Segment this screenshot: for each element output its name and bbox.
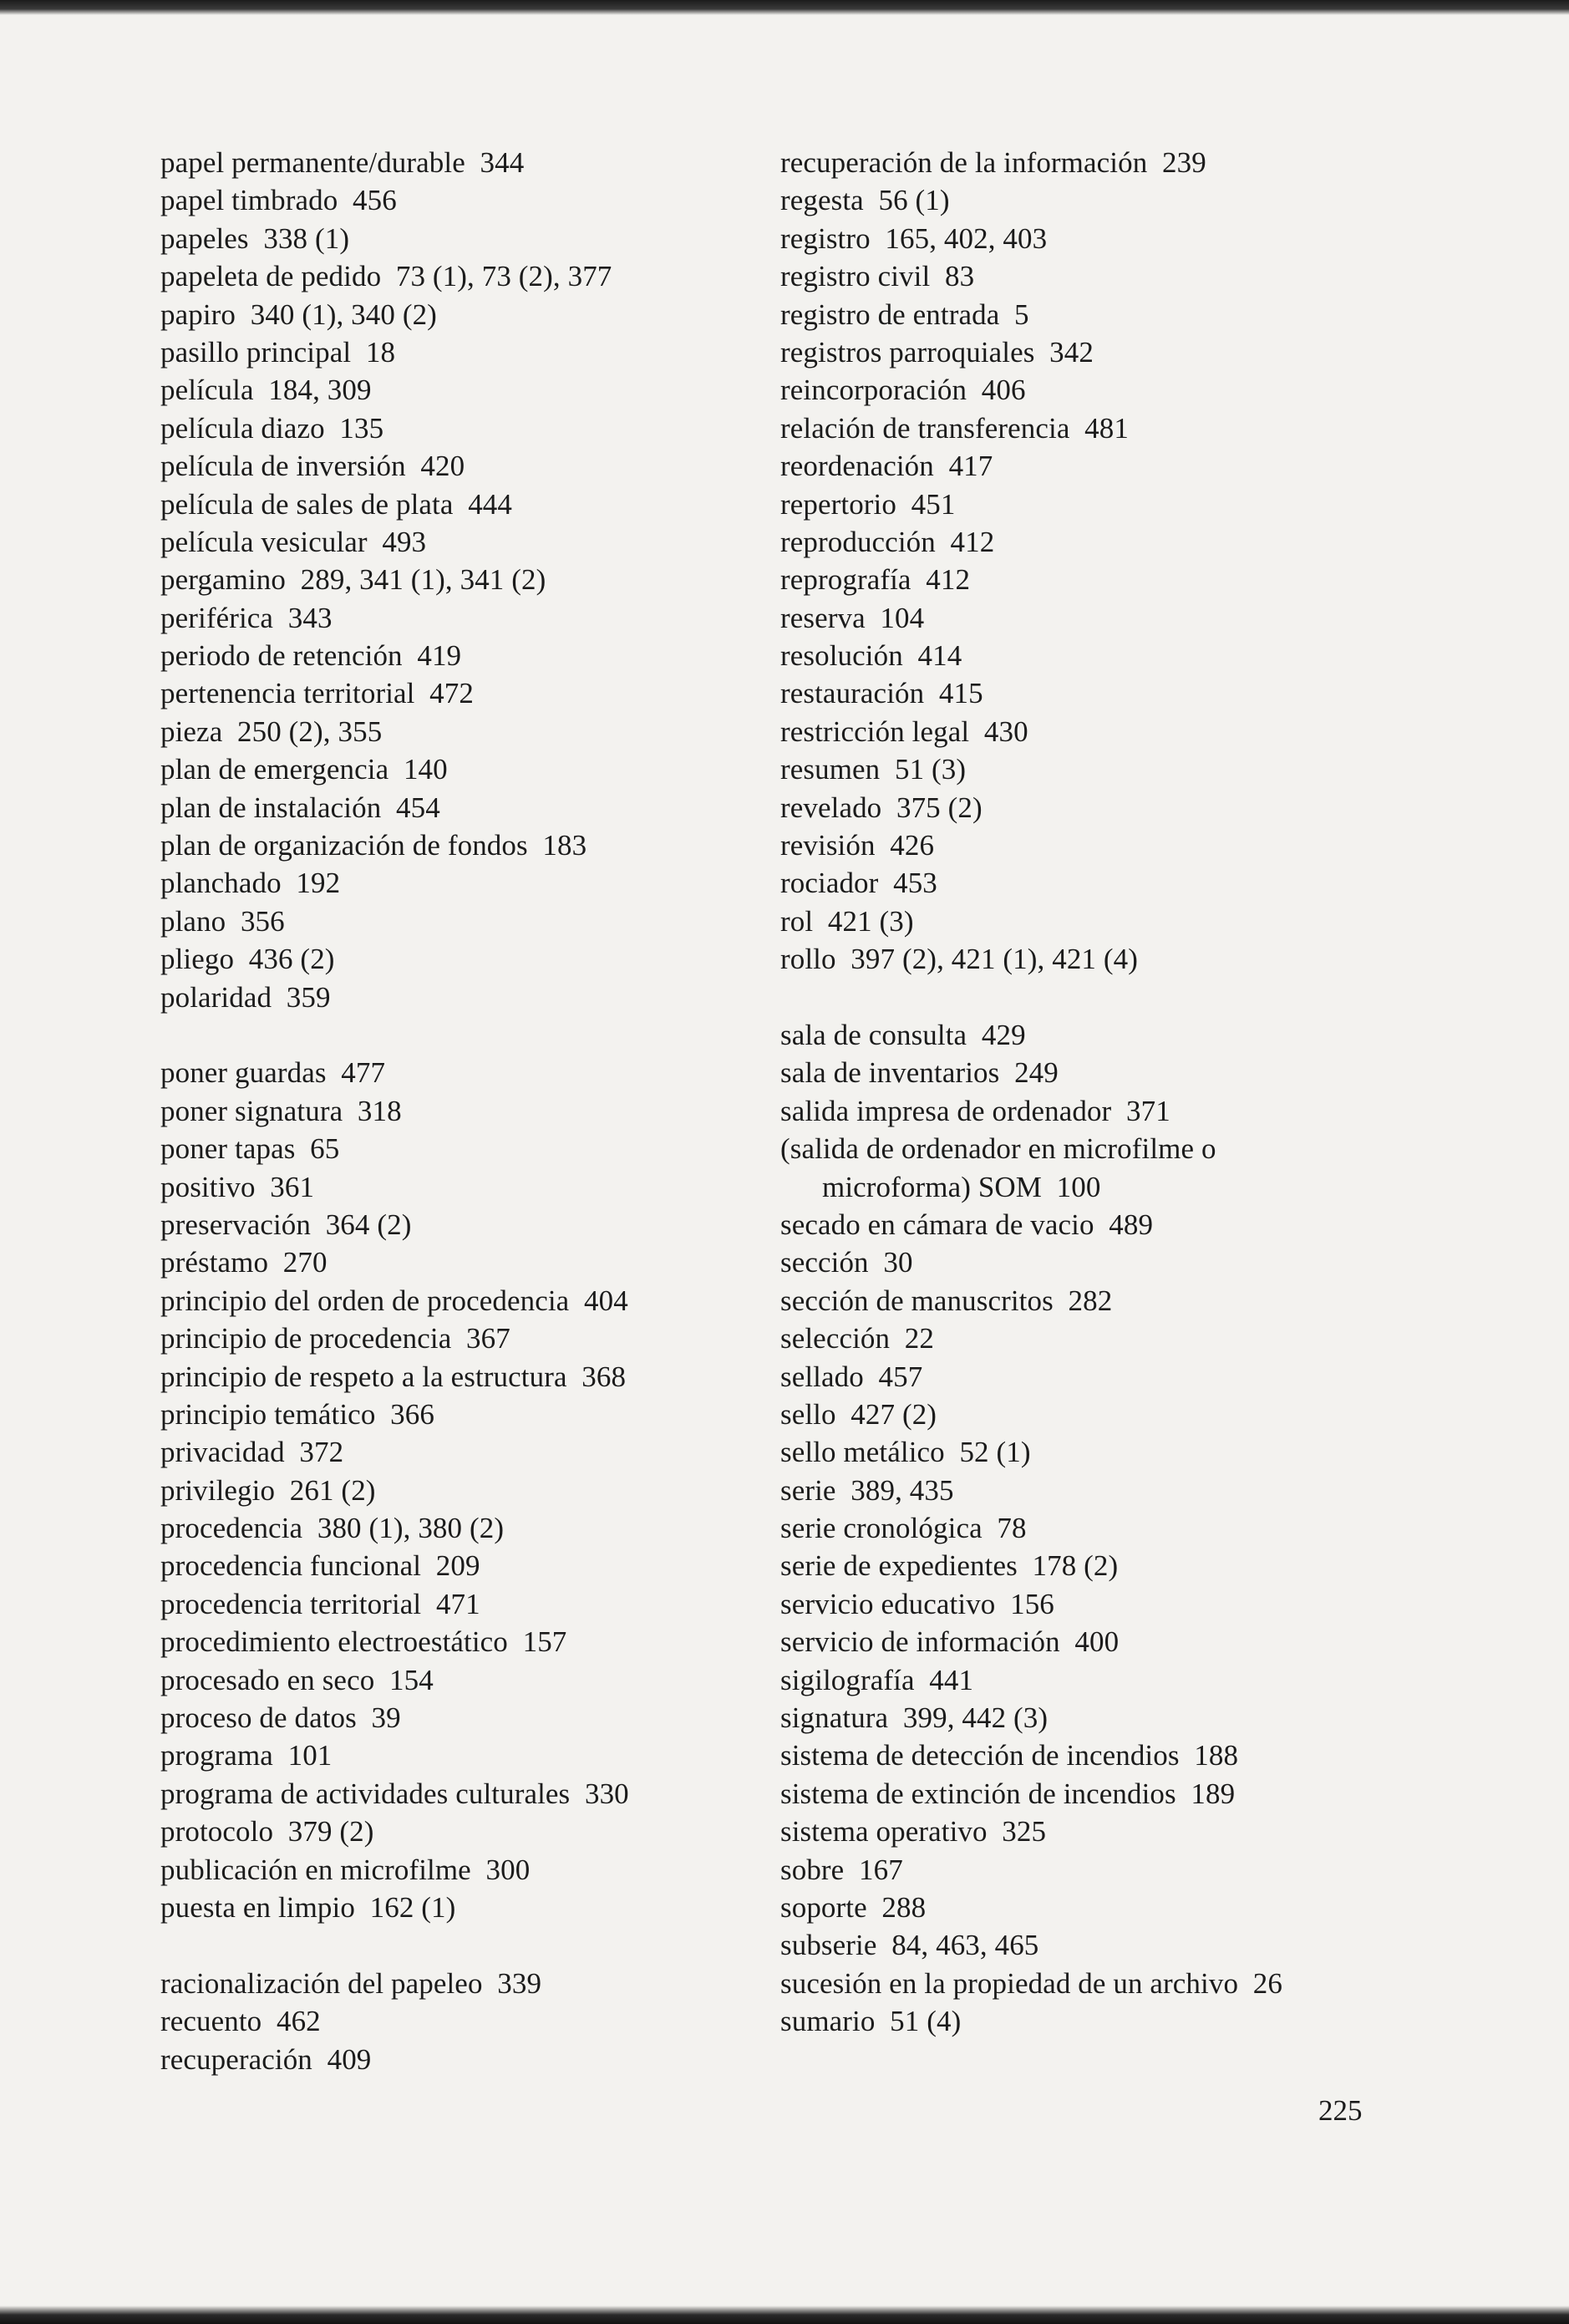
index-entry: procedencia 380 (1), 380 (2) <box>160 1512 505 1545</box>
index-entry: publicación en microfilme 300 <box>160 1853 531 1886</box>
index-entry: privacidad 372 <box>160 1436 344 1469</box>
page-top-shadow <box>0 0 1569 15</box>
index-entry: sala de consulta 429 <box>780 1018 1026 1051</box>
index-entry: selección 22 <box>780 1322 935 1355</box>
index-entry: poner tapas 65 <box>160 1132 340 1166</box>
index-entry: papel timbrado 456 <box>160 184 397 217</box>
index-entry: película de inversión 420 <box>160 450 465 483</box>
index-group-gap <box>160 1926 762 1964</box>
index-entry: plan de organización de fondos 183 <box>160 829 587 862</box>
index-entry: papel permanente/durable 344 <box>160 146 525 179</box>
index-group-gap <box>160 1016 762 1054</box>
index-entry: sucesión en la propiedad de un archivo 26 <box>780 1966 1282 2000</box>
index-entry: salida impresa de ordenador 371 <box>780 1094 1170 1127</box>
index-entry: sello 427 (2) <box>780 1397 937 1431</box>
index-entry: reserva 104 <box>780 601 925 634</box>
index-entry: racionalización del papeleo 339 <box>160 1966 542 2000</box>
index-entry: reincorporación 406 <box>780 374 1026 407</box>
index-entry: privilegio 261 (2) <box>160 1473 376 1507</box>
index-entry: papiro 340 (1), 340 (2) <box>160 297 437 331</box>
index-entry: principio del orden de procedencia 404 <box>160 1284 628 1317</box>
index-entry: resumen 51 (3) <box>780 753 967 786</box>
index-entry: película vesicular 493 <box>160 525 427 558</box>
index-entry: principio de respeto a la estructura 368 <box>160 1360 627 1393</box>
index-entry: rociador 453 <box>780 867 937 900</box>
index-entry: rol 421 (3) <box>780 904 914 938</box>
index-entry: reprografía 412 <box>780 563 971 597</box>
index-entry: registro de entrada 5 <box>780 297 1029 331</box>
index-entry: sumario 51 (4) <box>780 2005 962 2038</box>
index-entry: recuperación de la información 239 <box>780 146 1206 179</box>
index-entry: puesta en limpio 162 (1) <box>160 1890 456 1924</box>
index-entry: relación de transferencia 481 <box>780 411 1129 445</box>
index-entry: procedencia funcional 209 <box>160 1549 480 1583</box>
index-entry: principio de procedencia 367 <box>160 1322 510 1355</box>
index-entry: revisión 426 <box>780 829 935 862</box>
index-entry: sellado 457 <box>780 1360 923 1393</box>
index-entry: revelado 375 (2) <box>780 791 983 824</box>
index-entry: planchado 192 <box>160 867 341 900</box>
index-entry: microforma) SOM 100 <box>822 1170 1101 1203</box>
index-entry: repertorio 451 <box>780 487 956 521</box>
index-entry: polaridad 359 <box>160 980 331 1014</box>
page-number: 225 <box>1318 2094 1363 2127</box>
index-entry: procesado en seco 154 <box>160 1663 434 1696</box>
index-entry: pliego 436 (2) <box>160 943 335 976</box>
index-entry: pasillo principal 18 <box>160 335 396 369</box>
index-entry: sobre 167 <box>780 1853 903 1886</box>
index-entry: procedimiento electroestático 157 <box>160 1625 567 1659</box>
index-column-right <box>780 144 1415 2041</box>
index-entry: principio temático 366 <box>160 1397 434 1431</box>
index-entry: sello metálico 52 (1) <box>780 1436 1031 1469</box>
index-entry: papeleta de pedido 73 (1), 73 (2), 377 <box>160 260 612 293</box>
index-entry: registro 165, 402, 403 <box>780 221 1048 255</box>
index-entry: regesta 56 (1) <box>780 184 950 217</box>
index-entry: papeles 338 (1) <box>160 221 350 255</box>
index-entry: poner guardas 477 <box>160 1056 386 1090</box>
index-entry: película diazo 135 <box>160 411 384 445</box>
index-entry: sigilografía 441 <box>780 1663 974 1696</box>
index-entry: resolución 414 <box>780 639 962 673</box>
index-entry: película 184, 309 <box>160 374 372 407</box>
index-entry: servicio de información 400 <box>780 1625 1120 1659</box>
index-entry: periodo de retención 419 <box>160 639 462 673</box>
index-entry: película de sales de plata 444 <box>160 487 512 521</box>
index-entry: preservación 364 (2) <box>160 1208 412 1241</box>
index-entry: periférica 343 <box>160 601 333 634</box>
index-entry: sección de manuscritos 282 <box>780 1284 1113 1317</box>
index-entry: serie cronológica 78 <box>780 1512 1027 1545</box>
index-entry: poner signatura 318 <box>160 1094 402 1127</box>
index-entry: recuento 462 <box>160 2005 321 2038</box>
index-entry: subserie 84, 463, 465 <box>780 1929 1039 1962</box>
index-entry: programa 101 <box>160 1739 333 1772</box>
index-entry: pieza 250 (2), 355 <box>160 714 383 748</box>
index-entry: serie 389, 435 <box>780 1473 954 1507</box>
index-entry: registro civil 83 <box>780 260 975 293</box>
index-entry: plano 356 <box>160 904 285 938</box>
index-entry: sección 30 <box>780 1246 913 1279</box>
index-entry: sala de inventarios 249 <box>780 1056 1059 1090</box>
index-group-gap <box>780 979 1415 1016</box>
index-entry: préstamo 270 <box>160 1246 328 1279</box>
index-entry: positivo 361 <box>160 1170 315 1203</box>
index-entry: reproducción 412 <box>780 525 995 558</box>
index-entry: soporte 288 <box>780 1890 927 1924</box>
index-entry: rollo 397 (2), 421 (1), 421 (4) <box>780 943 1138 976</box>
index-entry: secado en cámara de vacio 489 <box>780 1208 1154 1241</box>
index-entry: sistema de extinción de incendios 189 <box>780 1777 1236 1810</box>
index-entry: sistema operativo 325 <box>780 1815 1047 1849</box>
index-entry: sistema de detección de incendios 188 <box>780 1739 1239 1772</box>
index-column-left <box>160 144 762 2078</box>
index-entry: proceso de datos 39 <box>160 1701 401 1735</box>
index-entry: pergamino 289, 341 (1), 341 (2) <box>160 563 546 597</box>
index-entry: plan de instalación 454 <box>160 791 440 824</box>
index-entry: registros parroquiales 342 <box>780 335 1094 369</box>
index-entry: servicio educativo 156 <box>780 1587 1054 1620</box>
index-entry: (salida de ordenador en microfilme o <box>780 1132 1216 1166</box>
index-entry: pertenencia territorial 472 <box>160 677 474 710</box>
index-entry: programa de actividades culturales 330 <box>160 1777 629 1810</box>
index-entry: restauración 415 <box>780 677 983 710</box>
index-entry: protocolo 379 (2) <box>160 1815 374 1849</box>
index-entry: serie de expedientes 178 (2) <box>780 1549 1119 1583</box>
index-entry: restricción legal 430 <box>780 714 1028 748</box>
index-entry: recuperación 409 <box>160 2042 372 2076</box>
index-entry: signatura 399, 442 (3) <box>780 1701 1049 1735</box>
index-entry: plan de emergencia 140 <box>160 753 448 786</box>
index-entry: reordenación 417 <box>780 450 993 483</box>
index-entry: procedencia territorial 471 <box>160 1587 480 1620</box>
page-bottom-shadow <box>0 2306 1569 2324</box>
